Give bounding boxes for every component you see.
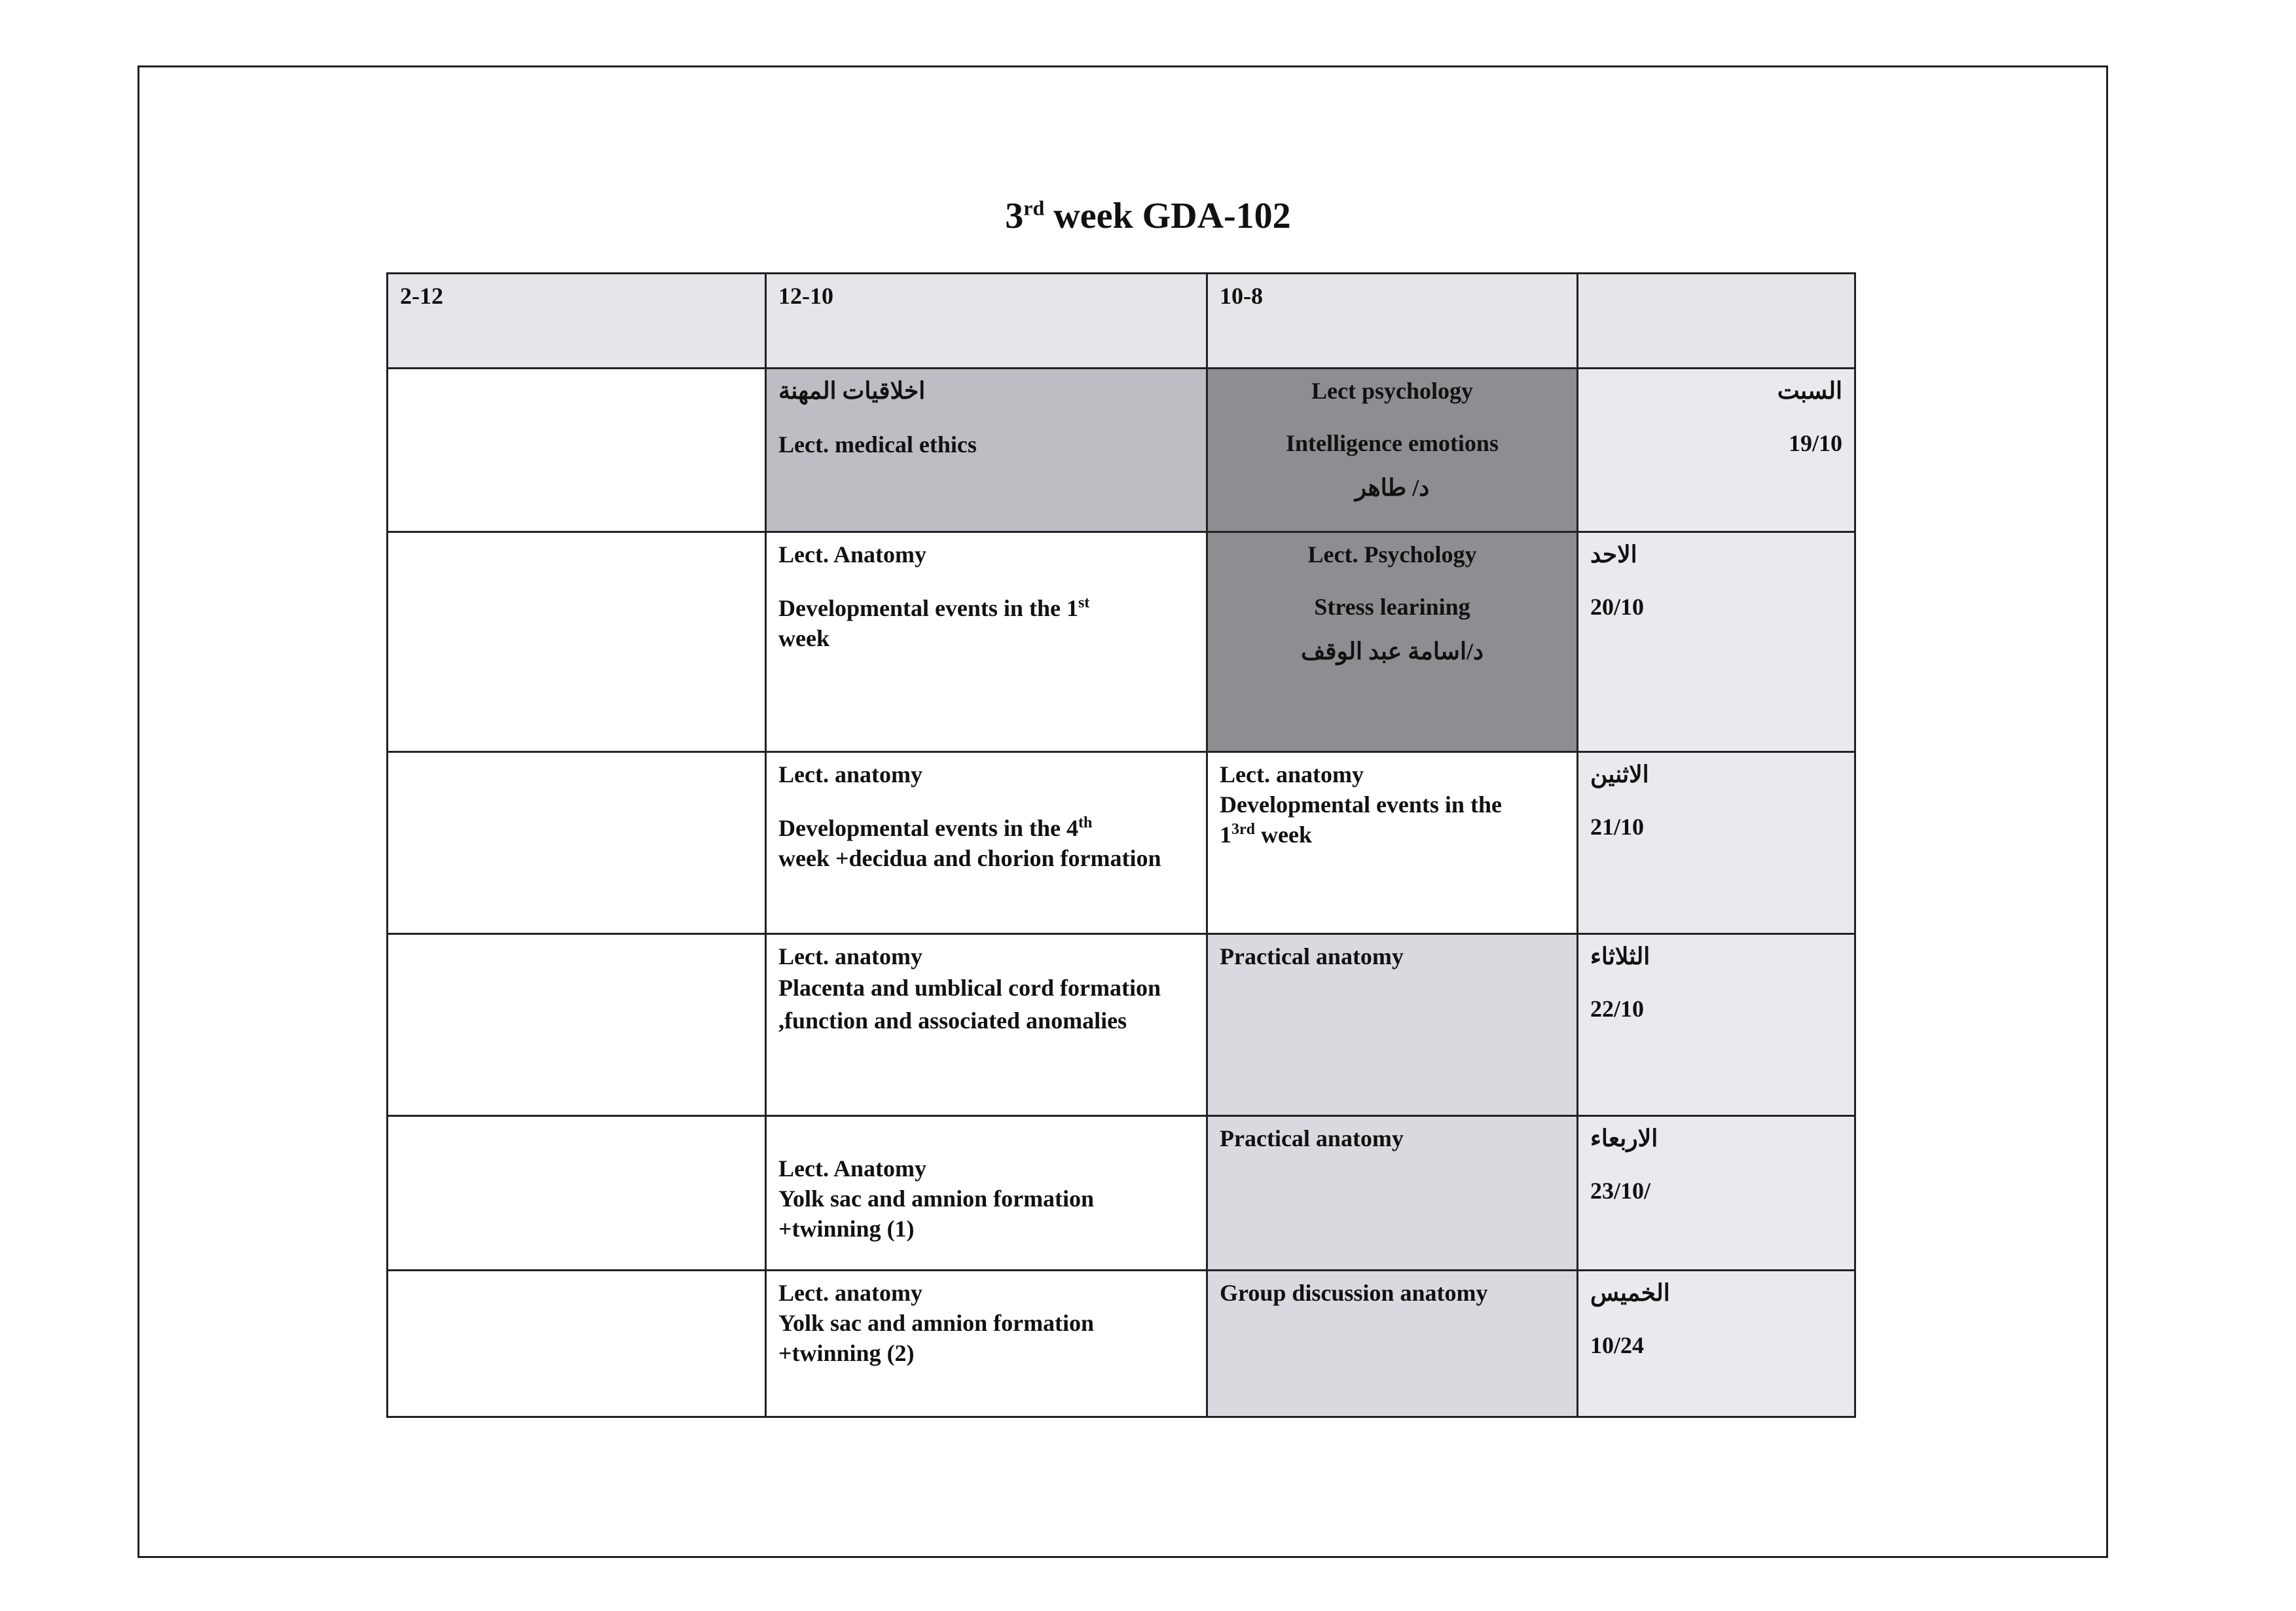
cell-line: Developmental events in the (1220, 791, 1502, 818)
cell-2-12 (388, 1271, 766, 1417)
day-date: 23/10/ (1590, 1178, 1651, 1204)
day-name: الاحد (1590, 541, 1637, 568)
cell-line: Lect. Anatomy (778, 541, 926, 568)
cell-line: Practical anatomy (1220, 943, 1404, 969)
cell-10-8 (1207, 934, 1578, 1116)
cell-arabic: د/اسامة عبد الوقف (1300, 638, 1484, 664)
cell-day (1578, 369, 1855, 532)
cell-day (1578, 1116, 1855, 1271)
cell-line: Developmental events in the 1st (778, 594, 1090, 621)
cell-2-12 (388, 1116, 766, 1271)
cell-10-8 (1207, 1116, 1578, 1271)
header-10-8: 10-8 (1207, 274, 1578, 369)
header-row (388, 274, 1855, 369)
page-title: 3rd week GDA-102 (1005, 196, 1291, 236)
cell-line: Lect. anatomy (778, 1280, 922, 1306)
cell-line: Developmental events in the 4th (778, 814, 1093, 841)
cell-day (1578, 752, 1855, 934)
cell-12-10 (766, 934, 1207, 1116)
table-row (388, 1271, 1855, 1417)
day-name: الاثنين (1590, 761, 1649, 787)
cell-day (1578, 1271, 1855, 1417)
header-day (1578, 274, 1855, 369)
day-date: 10/24 (1590, 1332, 1645, 1358)
cell-12-10 (766, 532, 1207, 752)
cell-12-10 (766, 1116, 1207, 1271)
day-date: 20/10 (1590, 594, 1645, 620)
cell-arabic: اخلاقيات المهنة (778, 378, 926, 404)
day-name: الخميس (1590, 1280, 1670, 1306)
cell-line: Lect. Anatomy (778, 1155, 926, 1182)
cell-line: Lect psychology (1311, 378, 1473, 404)
day-name: الاربعاء (1590, 1125, 1658, 1151)
cell-2-12 (388, 934, 766, 1116)
header-2-12: 2-12 (388, 274, 766, 369)
cell-10-8 (1207, 532, 1578, 752)
cell-line: Lect. Psychology (1307, 541, 1477, 568)
cell-line: Stress learining (1314, 594, 1470, 620)
cell-line: Yolk sac and amnion formation +twinning (1) (778, 1186, 1095, 1242)
cell-line: Lect. anatomy (1220, 761, 1364, 787)
cell-2-12 (388, 369, 766, 532)
day-date: 21/10 (1590, 814, 1645, 840)
cell-10-8 (1207, 752, 1578, 934)
cell-line: week +decidua and chorion formation (778, 845, 1161, 871)
cell-12-10 (766, 752, 1207, 934)
cell-day (1578, 532, 1855, 752)
cell-line: week (778, 625, 829, 651)
table-row (388, 369, 1855, 532)
table-row (388, 1116, 1855, 1271)
cell-10-8 (1207, 1271, 1578, 1417)
cell-2-12 (388, 532, 766, 752)
cell-line: Placenta and umblical cord formation ,function and associated anomalies (778, 975, 1161, 1034)
day-date: 22/10 (1590, 996, 1645, 1022)
cell-line: Yolk sac and amnion formation +twinning (2) (778, 1310, 1095, 1366)
header-12-10: 12-10 (766, 274, 1207, 369)
cell-line: $1^{3rd}$ week (1220, 821, 1312, 848)
cell-10-8 (1207, 369, 1578, 532)
cell-line: Intelligence emotions (1286, 430, 1499, 456)
cell-line: Lect. medical ethics (778, 431, 977, 458)
cell-line: Group discussion anatomy (1220, 1280, 1488, 1306)
cell-line: Practical anatomy (1220, 1125, 1404, 1151)
cell-12-10 (766, 369, 1207, 532)
cell-line: Lect. anatomy (778, 943, 922, 969)
cell-arabic: د/ طاهر (1355, 475, 1430, 501)
cell-line: Lect. anatomy (778, 761, 922, 787)
schedule-table (386, 272, 1856, 1418)
cell-day (1578, 934, 1855, 1116)
table-row (388, 752, 1855, 934)
day-name: السبت (1777, 378, 1842, 404)
day-date: 19/10 (1788, 430, 1842, 456)
day-name: الثلاثاء (1590, 943, 1650, 969)
table-row (388, 934, 1855, 1116)
table-row (388, 532, 1855, 752)
cell-12-10 (766, 1271, 1207, 1417)
cell-2-12 (388, 752, 766, 934)
